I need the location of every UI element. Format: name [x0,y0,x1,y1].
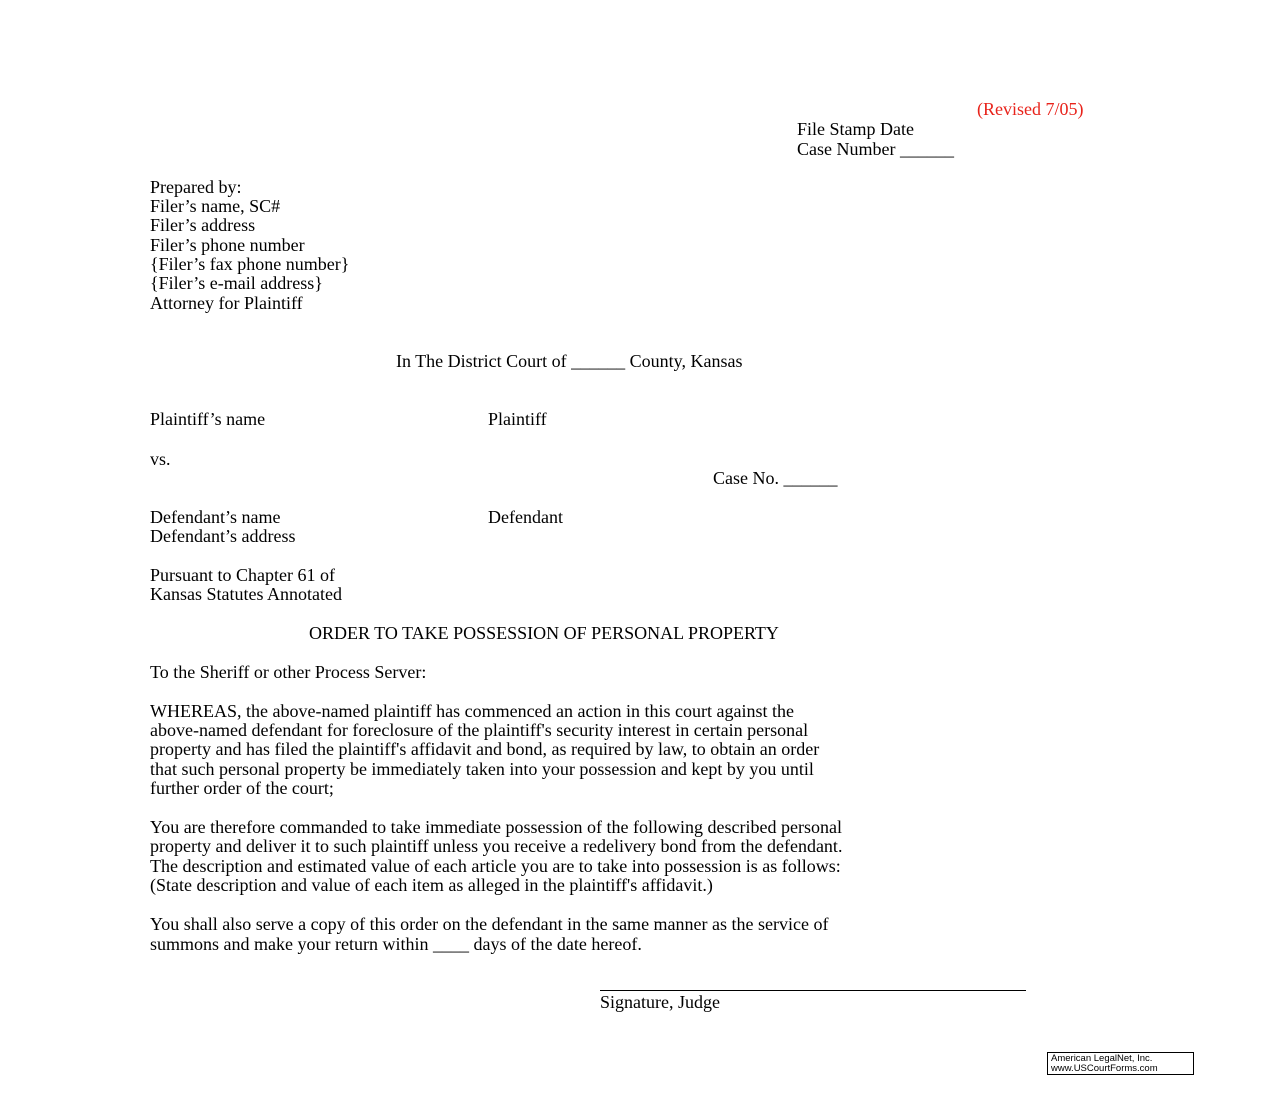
versus: vs. [150,449,171,469]
signature-label: Signature, Judge [600,992,720,1012]
serve-line: You shall also serve a copy of this order on the defendant in the same manner as the service of [150,914,829,934]
file-stamp-date: File Stamp Date [797,119,914,139]
whereas-line: above-named defendant for foreclosure of the plaintiff's security interest in certain personal [150,720,809,740]
filer-address: Filer’s address [150,215,256,235]
revised-date: (Revised 7/05) [977,99,1084,119]
whereas-line: that such personal property be immediately taken into your possession and kept by you until [150,759,814,779]
prepared-by-label: Prepared by: [150,177,242,197]
order-title: ORDER TO TAKE POSSESSION OF PERSONAL PROPERTY [309,623,779,643]
court-title: In The District Court of ______ County, Kansas [396,351,743,371]
statute-line-2: Kansas Statutes Annotated [150,584,342,604]
plaintiff-name: Plaintiff’s name [150,409,266,429]
defendant-label: Defendant [488,507,563,527]
commanded-line: You are therefore commanded to take immediate possession of the following described personal [150,817,842,837]
commanded-line: property and deliver it to such plaintiff unless you receive a redelivery bond from the defendant. [150,836,843,856]
footer-badge [1047,1052,1194,1075]
statute-line-1: Pursuant to Chapter 61 of [150,565,335,585]
filer-phone: Filer’s phone number [150,235,305,255]
defendant-address: Defendant’s address [150,526,296,546]
serve-line: summons and make your return within ____ days of the date hereof. [150,934,642,954]
filer-fax: {Filer’s fax phone number} [150,254,350,274]
whereas-line: further order of the court; [150,778,334,798]
case-no: Case No. ______ [713,468,838,488]
addressee: To the Sheriff or other Process Server: [150,662,427,682]
footer-website: www.USCourtForms.com [1051,1063,1158,1074]
commanded-line: (State description and value of each item as alleged in the plaintiff's affidavit.) [150,875,713,895]
filer-name: Filer’s name, SC# [150,196,281,216]
signature-line [600,990,1026,991]
defendant-name: Defendant’s name [150,507,281,527]
whereas-line: property and has filed the plaintiff's affidavit and bond, as required by law, to obtain an order [150,739,820,759]
plaintiff-label: Plaintiff [488,409,547,429]
filer-email: {Filer’s e-mail address} [150,273,323,293]
attorney-for-plaintiff: Attorney for Plaintiff [150,293,303,313]
commanded-line: The description and estimated value of each article you are to take into possession is as follows: [150,856,841,876]
case-number-header: Case Number ______ [797,139,954,159]
footer-company: American LegalNet, Inc. [1051,1053,1153,1064]
whereas-line: WHEREAS, the above-named plaintiff has commenced an action in this court against the [150,701,794,721]
